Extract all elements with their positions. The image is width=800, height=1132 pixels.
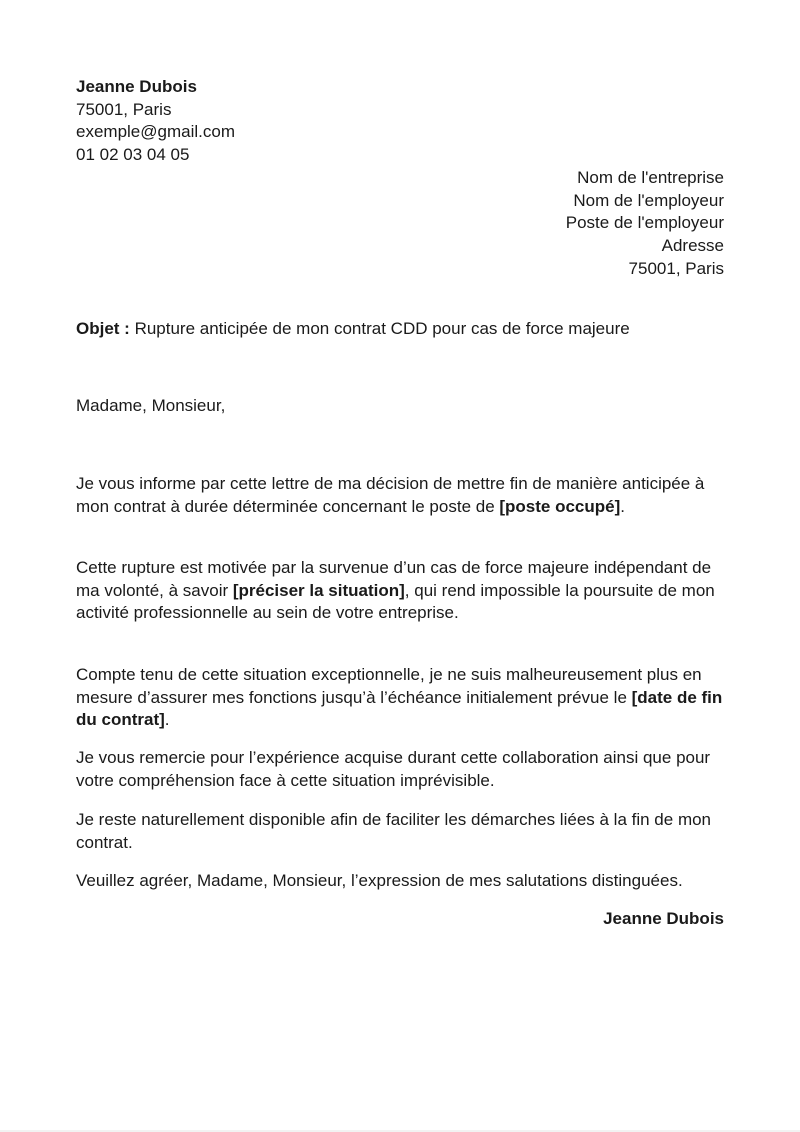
sender-phone: 01 02 03 04 05 [76,145,190,165]
paragraph-3 [76,664,724,732]
paragraph-2 [76,557,724,625]
recipient-address: Adresse [661,236,724,256]
paragraph-6: Veuillez agréer, Madame, Monsieur, l’expression de mes salutations distinguées. [76,871,683,890]
placeholder-situation: [préciser la situation] [232,580,405,600]
recipient-block [566,167,724,281]
salutation: Madame, Monsieur, [76,396,226,415]
paragraph-1 [76,473,724,518]
paragraph-3-text: Compte tenu de cette situation exceptionnelle, je ne suis malheureusement plus en mesure d’assurer mes fonctions jusqu’à l’échéance initialement prévue le [76,665,702,707]
sender-block [76,76,235,167]
subject-line [76,318,630,341]
subject-text: Rupture anticipée de mon contrat CDD pour cas de force majeure [129,319,630,338]
recipient-employer: Nom de l'employeur [573,190,724,210]
recipient-city: 75001, Paris [628,258,724,278]
placeholder-date: [date de fin du contrat] [76,687,723,730]
paragraph-1-end: . [620,496,626,516]
sender-city: 75001, Paris [76,99,172,119]
sender-name: Jeanne Dubois [76,77,197,96]
recipient-position: Poste de l'employeur [565,213,724,233]
paragraph-4: Je vous remercie pour l’expérience acquise durant cette collaboration ainsi que pour votre compréhension face à cette situation imprévisible. [76,748,711,790]
signature: Jeanne Dubois [603,909,724,928]
recipient-company: Nom de l'entreprise [577,168,724,187]
paragraph-3-end: . [164,710,170,730]
paragraph-2-end: , qui rend impossible la poursuite de mon activité professionnelle au sein de votre entreprise. [76,580,715,623]
paragraph-1-text: Je vous informe par cette lettre de ma décision de mettre fin de manière anticipée à mon contrat à durée déterminée concernant le poste de [76,474,705,516]
placeholder-poste: [poste occupé] [499,496,621,516]
paragraph-2-text: Cette rupture est motivée par la survenue d’un cas de force majeure indépendant de ma volonté, à savoir [76,558,712,600]
sender-email: exemple@gmail.com [76,122,235,142]
subject-label: Objet : [76,319,130,338]
paragraph-5: Je reste naturellement disponible afin de faciliter les démarches liées à la fin de mon contrat. [76,810,712,852]
